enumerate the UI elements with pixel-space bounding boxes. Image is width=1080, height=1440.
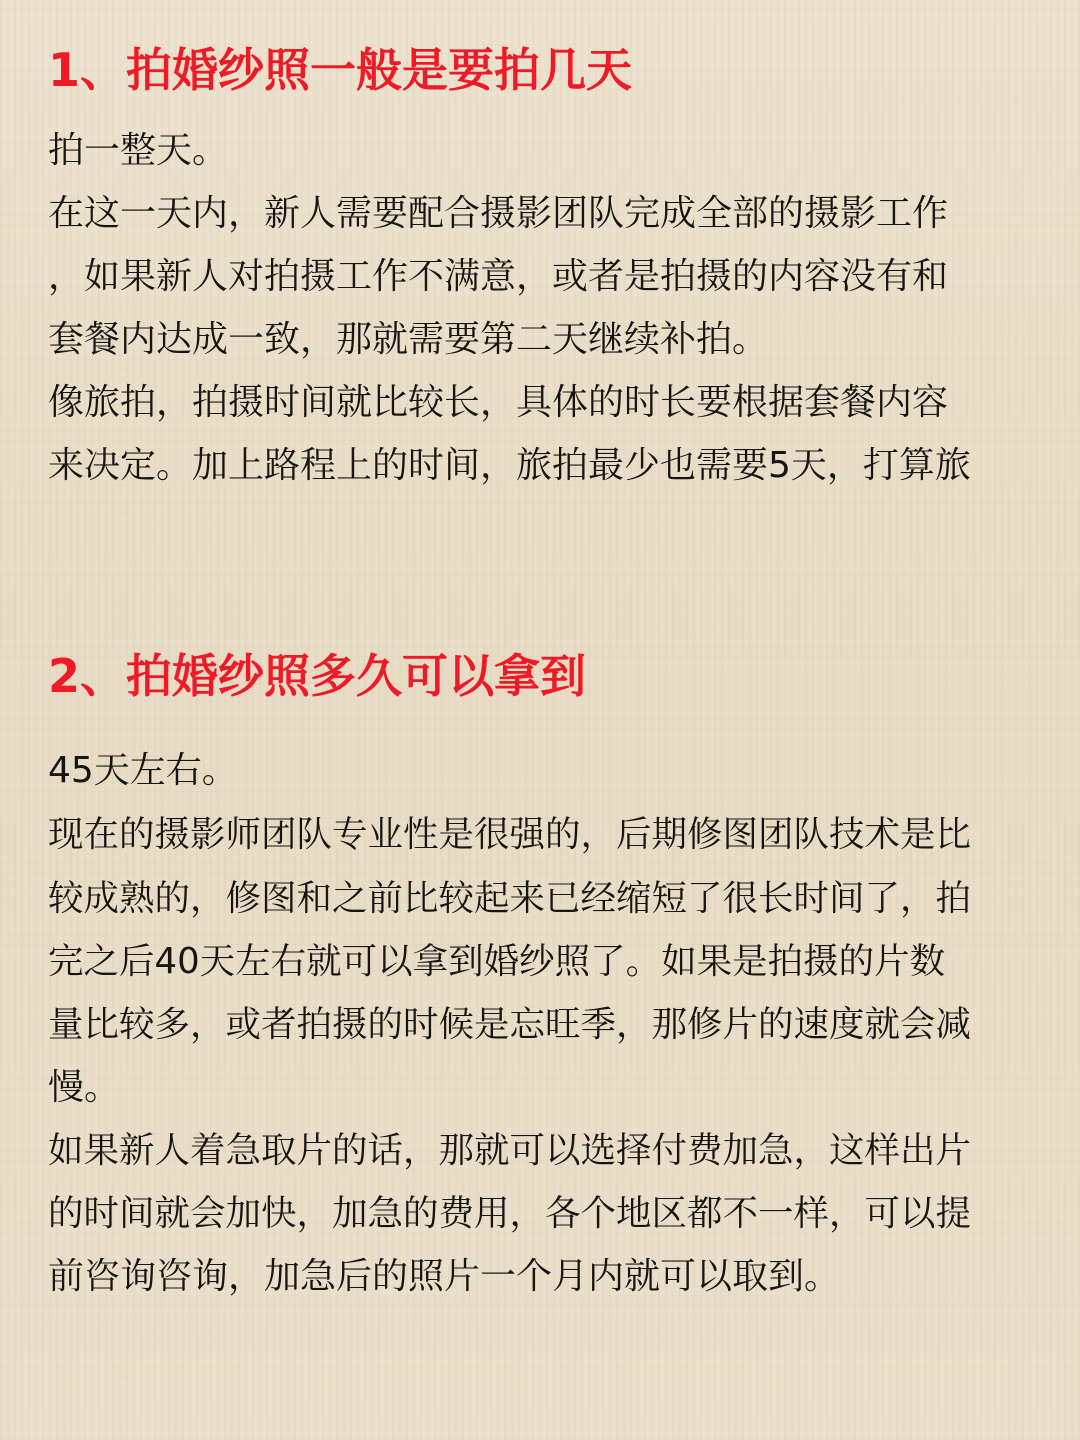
section-1-line: 像旅拍，拍摄时间就比较长，具体的时长要根据套餐内容 bbox=[48, 382, 949, 423]
section-1-heading: 1、拍婚纱照一般是要拍几天 bbox=[48, 43, 633, 97]
section-2-line: 如果新人着急取片的话，那就可以选择付费加急，这样出片 bbox=[48, 1130, 972, 1171]
section-2-line: 较成熟的，修图和之前比较起来已经缩短了很长时间了，拍 bbox=[48, 878, 972, 919]
section-2-line: 的时间就会加快，加急的费用，各个地区都不一样，可以提 bbox=[48, 1193, 972, 1234]
section-2-line: 慢。 bbox=[48, 1067, 121, 1108]
section-2-line: 完之后40天左右就可以拿到婚纱照了。如果是拍摄的片数 bbox=[48, 941, 946, 982]
section-2-line: 现在的摄影师团队专业性是很强的，后期修图团队技术是比 bbox=[48, 814, 972, 855]
section-1-line: 拍一整天。 bbox=[48, 130, 229, 171]
section-1-line: 来决定。加上路程上的时间，旅拍最少也需要5天，打算旅 bbox=[48, 445, 971, 486]
section-1-line: 在这一天内，新人需要配合摄影团队完成全部的摄影工作 bbox=[48, 193, 949, 234]
section-1-line: 套餐内达成一致，那就需要第二天继续补拍。 bbox=[48, 319, 769, 360]
section-2-line: 前咨询咨询，加急后的照片一个月内就可以取到。 bbox=[48, 1256, 841, 1297]
section-2-line: 45天左右。 bbox=[48, 750, 238, 791]
section-2-heading: 2、拍婚纱照多久可以拿到 bbox=[48, 649, 587, 703]
section-1-line: ，如果新人对拍摄工作不满意，或者是拍摄的内容没有和 bbox=[48, 256, 949, 297]
section-2-line: 量比较多，或者拍摄的时候是忘旺季，那修片的速度就会减 bbox=[48, 1004, 972, 1045]
